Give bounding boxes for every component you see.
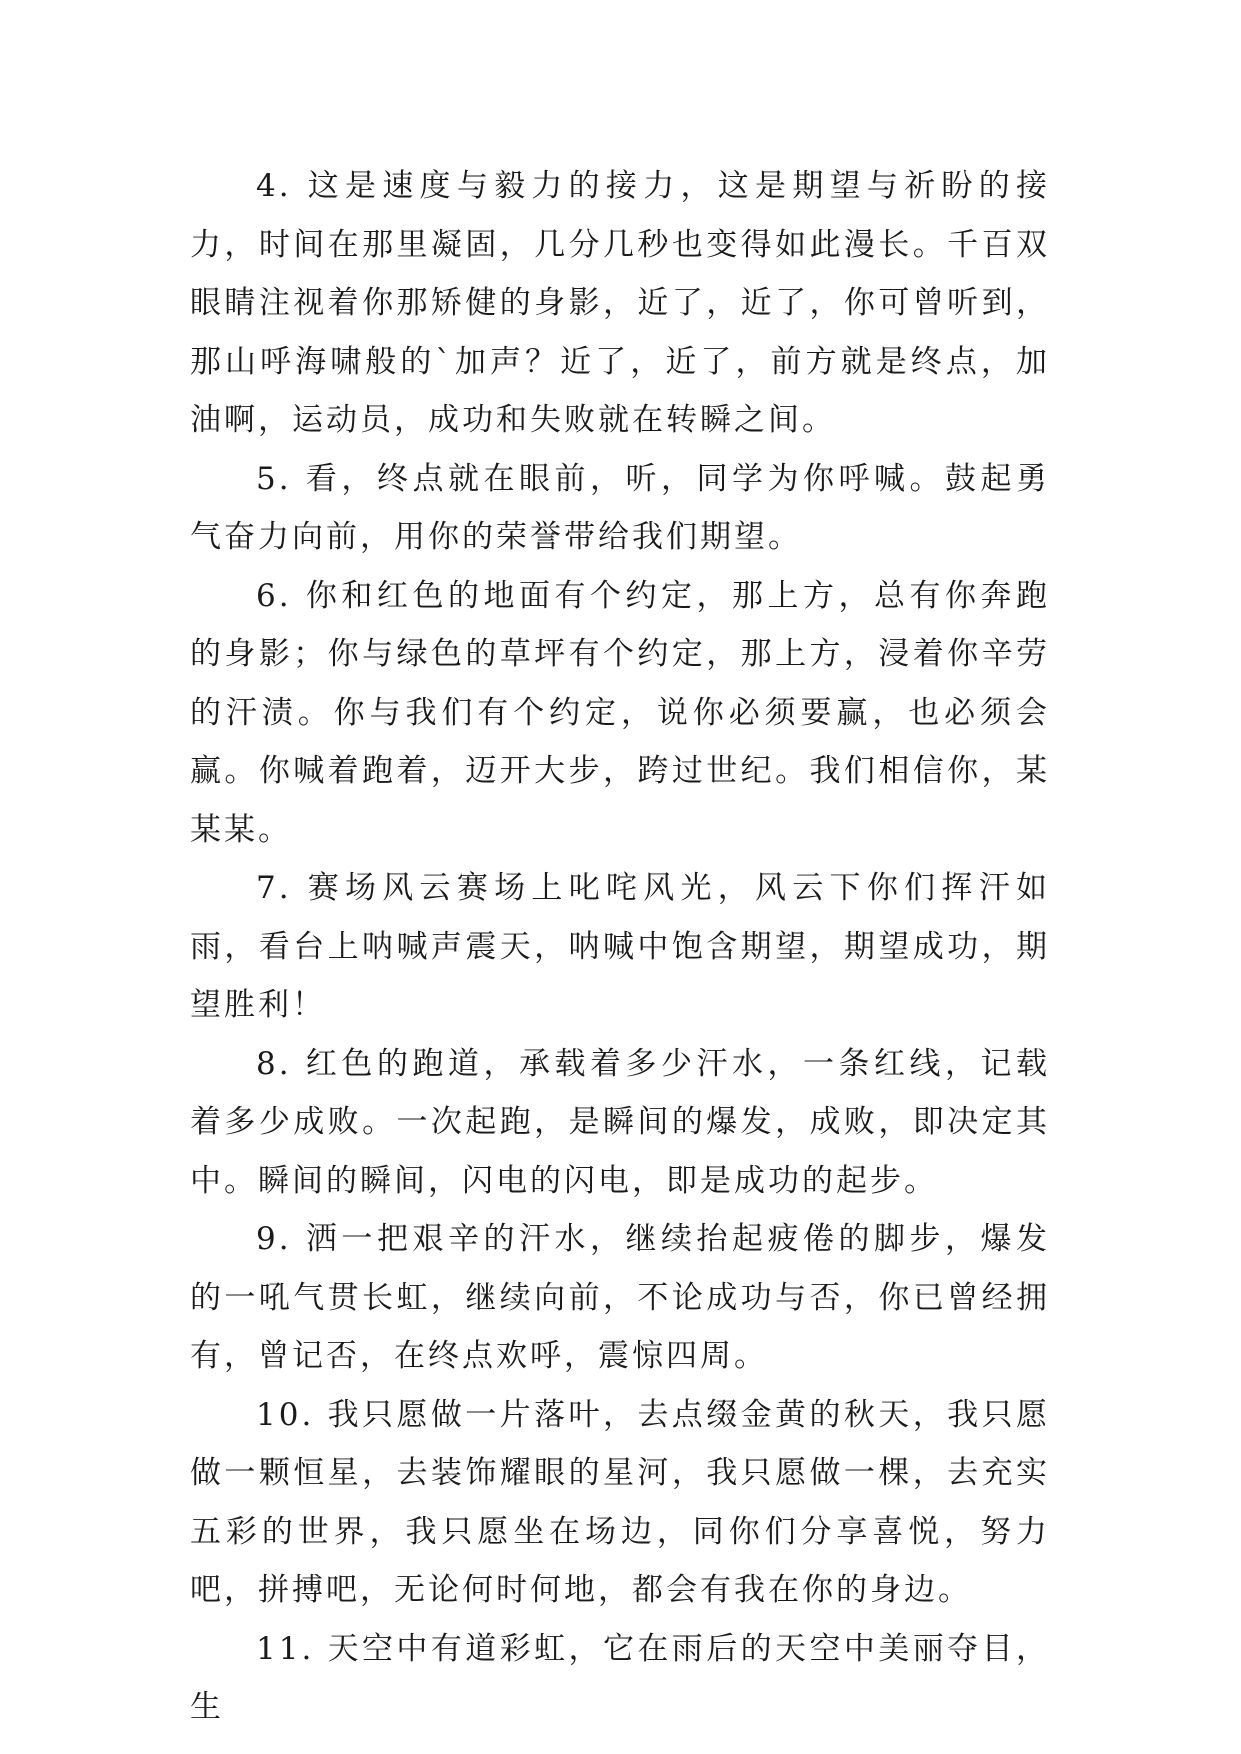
paragraph-8: 8. 红色的跑道，承载着多少汗水，一条红线，记载着多少成败。一次起跑，是瞬间的爆发，成败，即决定其中。瞬间的瞬间，闪电的闪电，即是成功的起步。 [190,1045,1050,1199]
document-body [190,157,1050,1737]
paragraph-6: 6. 你和红色的地面有个约定，那上方，总有你奔跑的身影；你与绿色的草坪有个约定，那上方，浸着你辛劳的汗渍。你与我们有个约定，说你必须要赢，也必须会赢。你喊着跑着，迈开大步，跨过世纪。我们相信你，某某某。 [190,577,1050,848]
paragraph-5: 5. 看，终点就在眼前，听，同学为你呼喊。鼓起勇气奋力向前，用你的荣誉带给我们期望。 [190,460,1050,555]
paragraph-7: 7. 赛场风云赛场上叱咤风光，风云下你们挥汗如雨，看台上呐喊声震天，呐喊中饱含期望，期望成功，期望胜利！ [190,870,1050,1023]
paragraph-11: 11. 天空中有道彩虹，它在雨后的天空中美丽夺目，生 [190,1630,1050,1725]
paragraph-9: 9. 洒一把艰辛的汗水，继续抬起疲倦的脚步，爆发的一吼气贯长虹，继续向前，不论成功与否，你已曾经拥有，曾记否，在终点欢呼，震惊四周。 [190,1221,1050,1374]
paragraph-4: 4. 这是速度与毅力的接力，这是期望与祈盼的接力，时间在那里凝固，几分几秒也变得如此漫长。千百双眼睛注视着你那矫健的身影，近了，近了，你可曾听到，那山呼海啸般的`加声？近了，近了，前方就是终点，加油啊，运动员，成功和失败就在转瞬之间。 [190,168,1050,438]
paragraph-10: 10. 我只愿做一片落叶，去点缀金黄的秋天，我只愿做一颗恒星，去装饰耀眼的星河，我只愿做一棵，去充实五彩的世界，我只愿坐在场边，同你们分享喜悦，努力吧，拼搏吧，无论何时何地，都会有我在你的身边。 [190,1396,1050,1608]
